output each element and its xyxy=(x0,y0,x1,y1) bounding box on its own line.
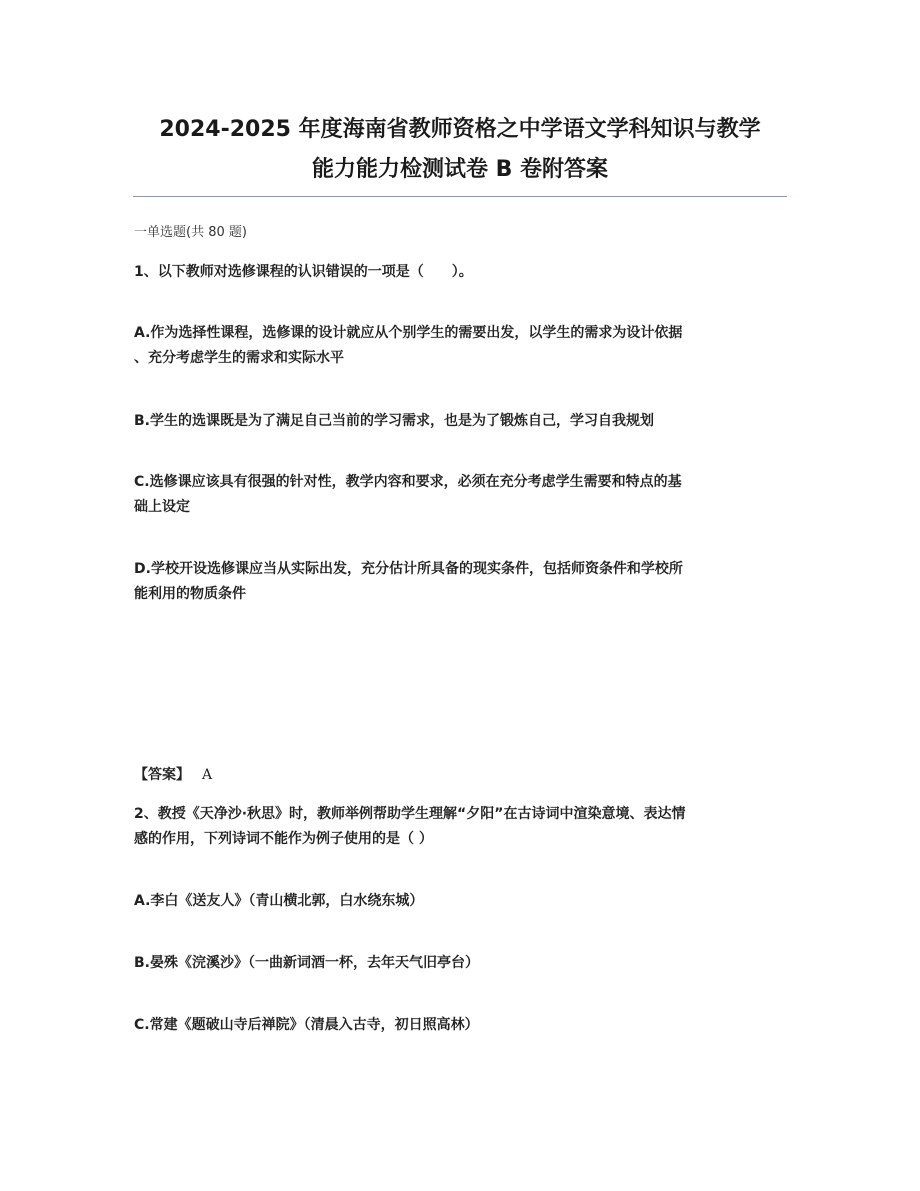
question-1-option-c-line-1: C.选修课应该具有很强的针对性，教学内容和要求，必须在充分考虑学生需要和特点的基 xyxy=(134,474,682,490)
title-line-1: 2024-2025 年度海南省教师资格之中学语文学科知识与教学 xyxy=(159,117,761,142)
question-1-option-a-line-2: 、充分考虑学生的需求和实际水平 xyxy=(134,350,344,366)
document-title xyxy=(100,110,820,190)
title-divider xyxy=(133,196,787,197)
section-heading: 一单选题(共 80 题) xyxy=(134,225,247,240)
question-1-stem: 1、以下教师对选修课程的认识错误的一项是（ ）。 xyxy=(134,264,473,280)
question-2-option-c: C.常建《题破山寺后禅院》（清晨入古寺，初日照高林） xyxy=(134,1017,479,1033)
question-2-option-b: B.晏殊《浣溪沙》（一曲新词酒一杯，去年天气旧亭台） xyxy=(134,955,479,971)
question-1-option-b: B.学生的选课既是为了满足自己当前的学习需求，也是为了锻炼自己，学习自我规划 xyxy=(134,413,654,429)
answer-label: 【答案】 xyxy=(134,767,190,783)
question-2-option-a: A.李白《送友人》（青山横北郭，白水绕东城） xyxy=(134,893,424,909)
title-line-2: 能力能力检测试卷 B 卷附答案 xyxy=(311,157,609,182)
question-1-option-a-line-1: A.作为选择性课程，选修课的设计就应从个别学生的需要出发，以学生的需求为设计依据 xyxy=(134,325,683,341)
question-1-option-d-line-1: D.学校开设选修课应当从实际出发，充分估计所具备的现实条件，包括师资条件和学校所 xyxy=(134,561,683,577)
question-1-option-c-line-2: 础上设定 xyxy=(134,499,190,515)
question-1-answer xyxy=(134,763,784,788)
answer-value: A xyxy=(202,767,213,783)
question-2-stem-line-2: 感的作用，下列诗词不能作为例子使用的是（ ） xyxy=(134,831,433,847)
question-2-stem-line-1: 2、教授《天净沙·秋思》时，教师举例帮助学生理解“夕阳”在古诗词中渲染意境、表达情 xyxy=(134,806,686,822)
question-1-option-d-line-2: 能利用的物质条件 xyxy=(134,586,246,602)
